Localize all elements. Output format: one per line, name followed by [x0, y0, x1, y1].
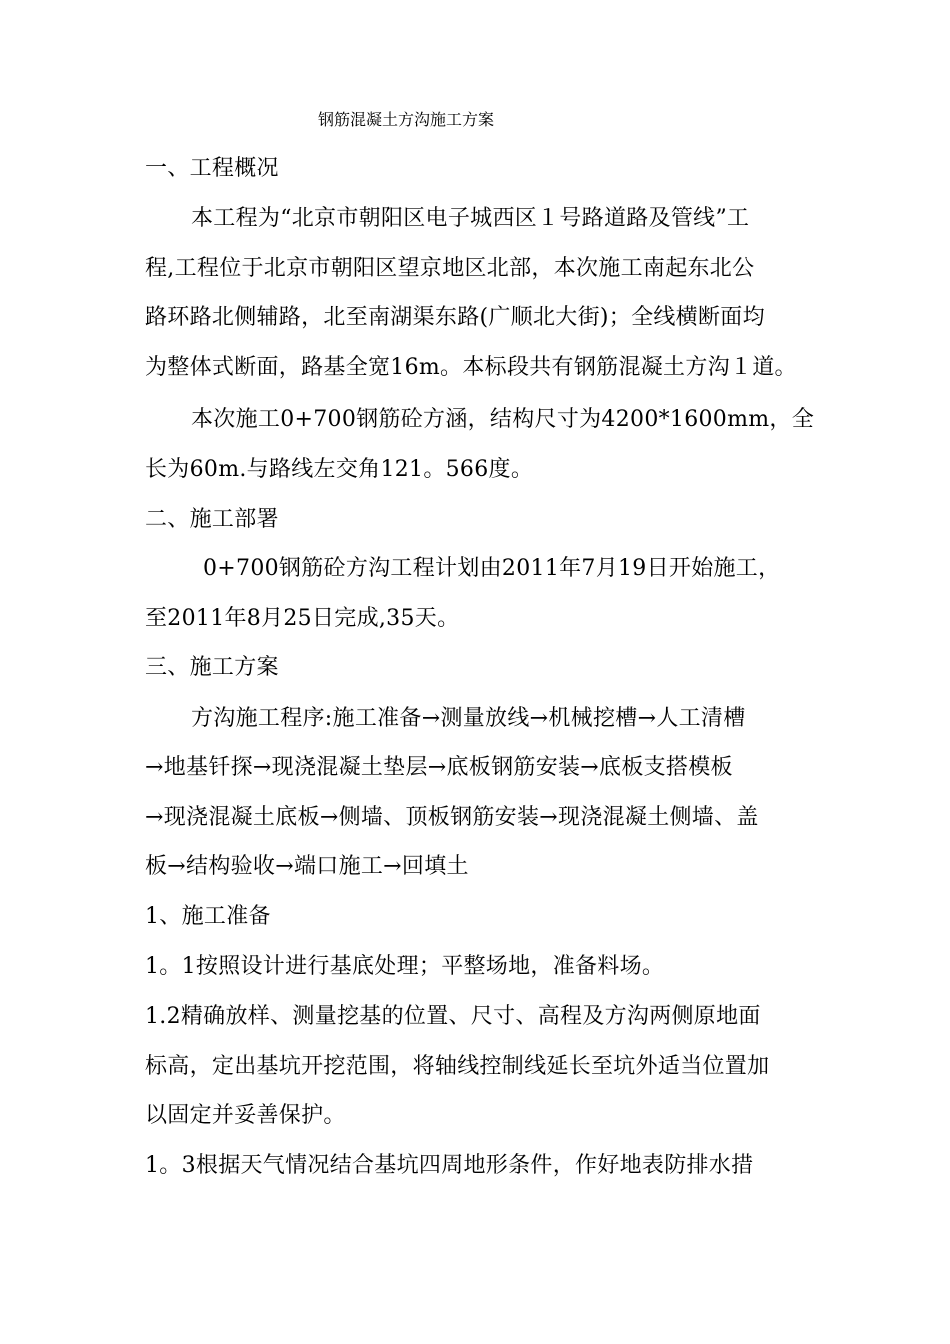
- paragraph-line: →现浇混凝土底板→侧墙、顶板钢筋安装→现浇混凝土侧墙、盖: [145, 805, 759, 830]
- paragraph-line: 1.2精确放样、测量挖基的位置、尺寸、高程及方沟两侧原地面: [145, 1004, 761, 1029]
- paragraph-line: 标高，定出基坑开挖范围，将轴线控制线延长至坑外适当位置加: [145, 1054, 770, 1079]
- paragraph-line: 至2011年8月25日完成,35天。: [145, 606, 460, 631]
- paragraph-line: 长为60m.与路线左交角121。566度。: [145, 457, 534, 482]
- paragraph-line: 以固定并妥善保护。: [145, 1103, 346, 1128]
- section-heading-plan: 三、施工方案: [145, 655, 279, 680]
- paragraph-line: 1。1按照设计进行基底处理；平整场地，准备料场。: [145, 954, 665, 979]
- paragraph-line: →地基钎探→现浇混凝土垫层→底板钢筋安装→底板支搭模板: [145, 755, 733, 780]
- paragraph-line: 方沟施工程序:施工准备→测量放线→机械挖槽→人工清槽: [191, 706, 746, 731]
- paragraph-line: 为整体式断面，路基全宽16m。本标段共有钢筋混凝土方沟１道。: [145, 355, 797, 380]
- subsection-heading-preparation: 1、施工准备: [145, 904, 271, 929]
- paragraph-line: 路环路北侧辅路，北至南湖渠东路(广顺北大街)；全线横断面均: [145, 305, 765, 330]
- paragraph-line: 本次施工0+700钢筋砼方涵，结构尺寸为4200*1600mm，全: [191, 407, 815, 432]
- section-heading-deployment: 二、施工部署: [145, 507, 279, 532]
- paragraph-line: 本工程为“北京市朝阳区电子城西区１号路道路及管线”工: [191, 206, 750, 231]
- paragraph-line: 0+700钢筋砼方沟工程计划由2011年7月19日开始施工，: [203, 556, 781, 581]
- paragraph-line: 板→结构验收→端口施工→回填土: [145, 854, 469, 879]
- paragraph-line: 程,工程位于北京市朝阳区望京地区北部，本次施工南起东北公: [145, 256, 755, 281]
- document-title: 钢筋混凝土方沟施工方案: [318, 110, 495, 129]
- paragraph-line: 1。3根据天气情况结合基坑四周地形条件，作好地表防排水措: [145, 1153, 754, 1178]
- section-heading-overview: 一、工程概况: [145, 156, 279, 181]
